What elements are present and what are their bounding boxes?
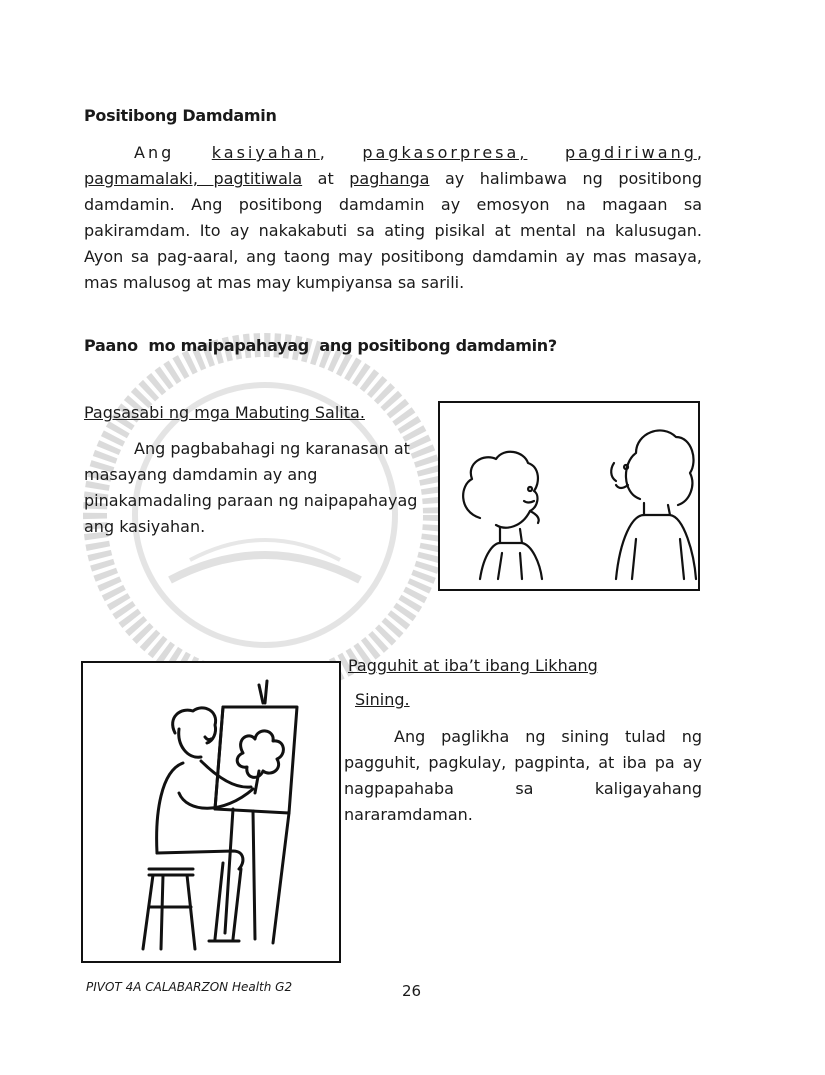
word-pagmamalaki: pagmamalaki, pagtitiwala	[84, 169, 303, 188]
word-pagkasorpresa: pagkasorpresa,	[362, 143, 528, 162]
section2-text: Ang paglikha ng sining tulad ng pagguhit, pagkulay, pagpinta, at iba pa ay nagpapahaba sa kaligayahang nararamdaman.	[344, 727, 702, 824]
section2-title-line2: Sining.	[355, 690, 410, 709]
word-pagdiriwang: pagdiriwang	[564, 143, 697, 162]
heading-positibong-damdamin: Positibong Damdamin	[84, 106, 277, 125]
section2-body	[344, 724, 702, 828]
illustration-two-people-talking	[438, 401, 700, 591]
section1-text: Ang pagbabahagi ng karanasan at masayang damdamin ay ang pinakamadaling paraan ng naipapahayag ang kasiyahan.	[84, 439, 418, 536]
illustration-artist-painting	[81, 661, 341, 963]
section1-body	[84, 436, 432, 540]
paragraph-positibong-damdamin	[84, 140, 702, 296]
heading-paano: Paano mo maipapahayag ang positibong damdamin?	[84, 336, 557, 355]
word-kasiyahan: kasiyahan	[211, 143, 320, 162]
paragraph-lead-line	[84, 140, 702, 166]
people-talking-drawing	[440, 403, 698, 589]
paragraph-rest: ay halimbawa ng positibong damdamin. Ang positibong damdamin ay emosyon na magaan sa pakiramdam. Ito ay nakakabuti sa ating pisikal at mental na kalusugan. Ayon sa pag-aaral, ang taong may positibong damdamin ay mas masaya, mas malusog at mas may kumpiyansa sa sarili.	[84, 169, 703, 292]
word-paghanga: paghanga	[349, 169, 430, 188]
section1-title: Pagsasabi ng mga Mabuting Salita.	[84, 403, 365, 422]
footer-source: PIVOT 4A CALABARZON Health G2	[86, 980, 293, 994]
section2-title-line1: Pagguhit at iba’t ibang Likhang	[348, 656, 598, 675]
comma: ,	[319, 143, 325, 162]
word-at: at	[302, 169, 350, 188]
page-number: 26	[402, 982, 422, 1000]
word-ang: Ang	[134, 143, 175, 162]
paragraph-body	[84, 166, 702, 296]
artist-drawing	[83, 663, 339, 961]
comma: ,	[696, 143, 702, 162]
